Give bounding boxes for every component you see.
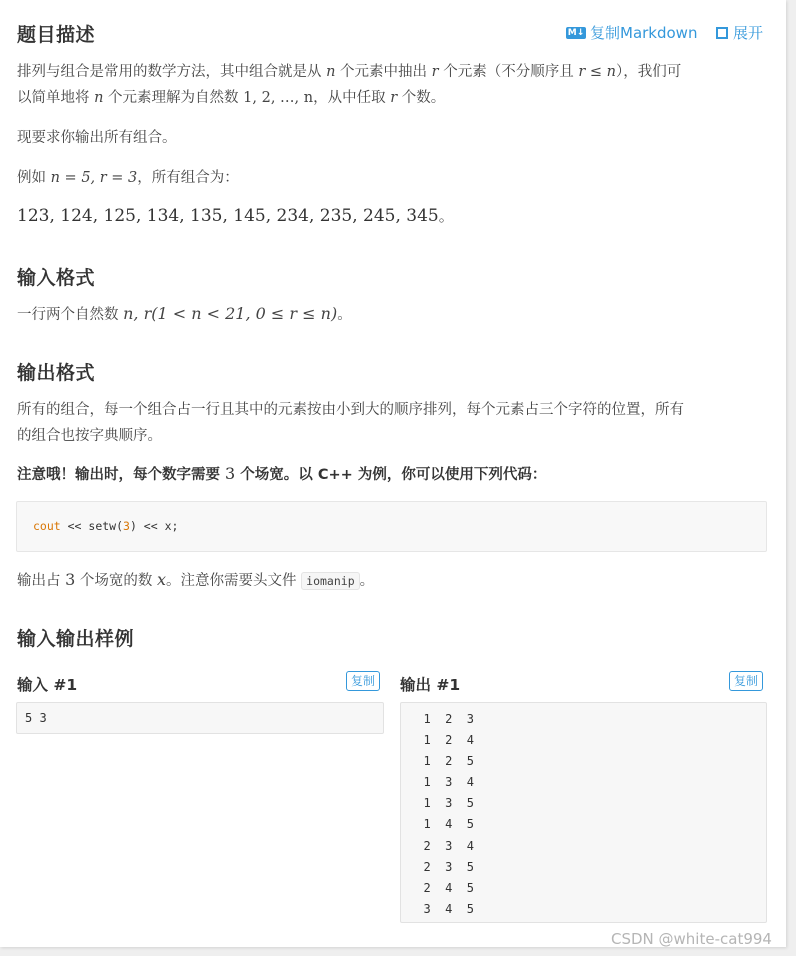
watermark: CSDN @white-cat994 xyxy=(611,930,772,948)
math-example: n = 5, r = 3 xyxy=(50,170,138,186)
desc-text: ），我们可 xyxy=(615,64,682,80)
desc-text: 个元素中抽出 xyxy=(335,64,432,80)
section-title-samples: 输入输出样例 xyxy=(17,628,135,650)
desc-text: 以简单地将 xyxy=(17,90,95,106)
expand-icon xyxy=(715,26,729,40)
copy-markdown-label: 复制Markdown xyxy=(590,24,698,42)
desc-text: 。 xyxy=(337,307,352,323)
output-format-line: 的组合也按字典顺序。 xyxy=(17,428,162,444)
combination-values: 123, 124, 125, 134, 135, 145, 234, 235, 245, 345 xyxy=(17,206,439,226)
code-token-number: 3 xyxy=(123,519,130,533)
sample-output-line: 1 2 4 xyxy=(409,733,475,748)
code-token: ) << x; xyxy=(129,519,179,533)
note-text: 注意哦！输出时，每个数字需要 xyxy=(17,467,226,483)
description-requirement: 现要求你输出所有组合。 xyxy=(17,130,177,146)
sample-output-line: 3 4 5 xyxy=(409,901,475,916)
output-after-code xyxy=(17,567,374,594)
output-format-text xyxy=(17,397,777,449)
math-condition: r ≤ n xyxy=(578,64,616,80)
copy-output-button[interactable]: 复制 xyxy=(729,671,763,691)
note-text: 个场宽。以 C++ 为例，你可以使用下列代码： xyxy=(235,467,547,483)
output-format-line: 所有的组合，每一个组合占一行且其中的元素按由小到大的顺序排列，每个元素占三个字符的位置，所有 xyxy=(17,402,684,418)
sample-output-line: 2 3 4 xyxy=(409,838,475,853)
math-set: 1, 2, …, n xyxy=(243,90,314,106)
desc-text: 个元素理解为自然数 xyxy=(103,90,244,106)
math-width: 3 xyxy=(65,570,76,589)
math-r: r xyxy=(431,64,439,80)
section-title-input-format: 输入格式 xyxy=(17,267,96,289)
math-n: n xyxy=(94,90,104,106)
desc-text: 一行两个自然数 xyxy=(17,307,124,323)
code-block xyxy=(16,501,767,552)
math-width: 3 xyxy=(225,464,236,483)
sample-output-line: 1 3 5 xyxy=(409,796,475,811)
desc-text: 。 xyxy=(438,207,454,225)
section-title-output-format: 输出格式 xyxy=(17,362,96,384)
markdown-icon: M↓ xyxy=(567,27,585,38)
expand-label: 展开 xyxy=(733,24,764,42)
desc-text: 输出占 xyxy=(17,573,66,589)
desc-text: 。注意你需要头文件 xyxy=(166,573,302,589)
section-title-description: 题目描述 xyxy=(17,24,96,46)
expand-button[interactable] xyxy=(715,22,763,43)
desc-text: ，所有组合为： xyxy=(137,170,239,186)
code-line xyxy=(33,519,178,533)
code-token-cout: cout xyxy=(33,519,61,533)
sample-output-text xyxy=(409,709,474,920)
code-token: << setw( xyxy=(60,519,124,533)
copy-markdown-button[interactable] xyxy=(566,22,697,43)
sample-input-box[interactable] xyxy=(16,702,384,734)
combination-list xyxy=(17,205,454,226)
inline-code-iomanip: iomanip xyxy=(301,572,359,590)
desc-text: 排列与组合是常用的数学方法，其中组合就是从 xyxy=(17,64,327,80)
description-paragraph xyxy=(17,59,777,111)
desc-text: 个数。 xyxy=(397,90,446,106)
desc-text: ，从中任取 xyxy=(313,90,391,106)
desc-text: 个场宽的数 xyxy=(75,573,158,589)
sample-output-line: 1 4 5 xyxy=(409,817,475,832)
desc-text: 例如 xyxy=(17,170,51,186)
sample-output-line: 1 2 3 xyxy=(409,712,475,726)
desc-text: 。 xyxy=(359,573,375,589)
sample-input-label: 输入 #1 xyxy=(17,676,78,694)
desc-text: 个元素（不分顺序且 xyxy=(438,64,579,80)
sample-input-text: 5 3 xyxy=(25,711,47,725)
sample-output-line: 1 2 5 xyxy=(409,754,475,769)
input-format-text xyxy=(17,301,352,328)
math-n: n xyxy=(326,64,336,80)
sample-output-box[interactable] xyxy=(400,702,767,923)
sample-output-line: 1 3 4 xyxy=(409,775,475,790)
sample-output-label: 输出 #1 xyxy=(400,676,461,694)
math-x: x xyxy=(157,570,167,589)
description-example xyxy=(17,165,239,191)
sample-output-line: 2 3 5 xyxy=(409,859,475,874)
math-constraints: n, r(1 < n < 21, 0 ≤ r ≤ n) xyxy=(123,304,338,323)
sample-output-line: 2 4 5 xyxy=(409,880,475,895)
math-r: r xyxy=(390,90,398,106)
copy-input-button[interactable]: 复制 xyxy=(346,671,380,691)
output-note xyxy=(17,461,546,488)
